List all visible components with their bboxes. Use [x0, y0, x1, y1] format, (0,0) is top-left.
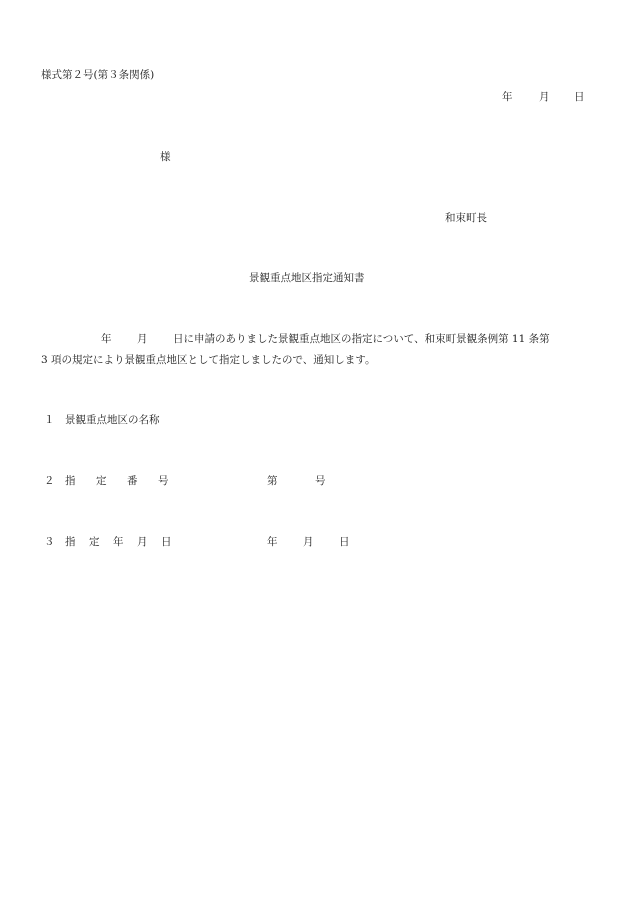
- item-value-part: 第: [267, 475, 278, 487]
- item-label-char: 年: [113, 536, 124, 548]
- item-value-part: 年: [267, 536, 278, 548]
- item-label: 景観重点地区の名称: [65, 414, 160, 426]
- document-title: 景観重点地区指定通知書: [249, 272, 365, 284]
- addressee-suffix: 様: [160, 151, 171, 163]
- date-year-label: 年: [502, 91, 513, 103]
- item-number: １: [44, 414, 55, 426]
- form-label: 様式第２号(第３条関係): [41, 69, 155, 81]
- item-label-char: 号: [158, 475, 169, 487]
- item-label-char: 日: [161, 536, 172, 548]
- item-number: ３: [44, 536, 55, 548]
- item-value-part: 号: [315, 475, 326, 487]
- date-month-label: 月: [539, 91, 550, 103]
- body-year-label: 年: [101, 333, 112, 345]
- item-label-char: 定: [89, 536, 100, 548]
- item-label-char: 定: [96, 475, 107, 487]
- item-value-part: 月: [303, 536, 314, 548]
- item-label-char: 指: [65, 475, 76, 487]
- issuer-name: 和束町長: [445, 212, 487, 224]
- item-label-char: 月: [137, 536, 148, 548]
- item-number: ２: [44, 475, 55, 487]
- date-day-label: 日: [574, 91, 585, 103]
- item-label-char: 番: [127, 475, 138, 487]
- item-label-char: 指: [65, 536, 76, 548]
- body-line1: 日に申請のありました景観重点地区の指定について、和束町景観条例第 11 条第: [173, 333, 550, 345]
- body-line2: 3 項の規定により景観重点地区として指定しましたので、通知します。: [41, 354, 376, 366]
- item-value-part: 日: [339, 536, 350, 548]
- body-month-label: 月: [137, 333, 148, 345]
